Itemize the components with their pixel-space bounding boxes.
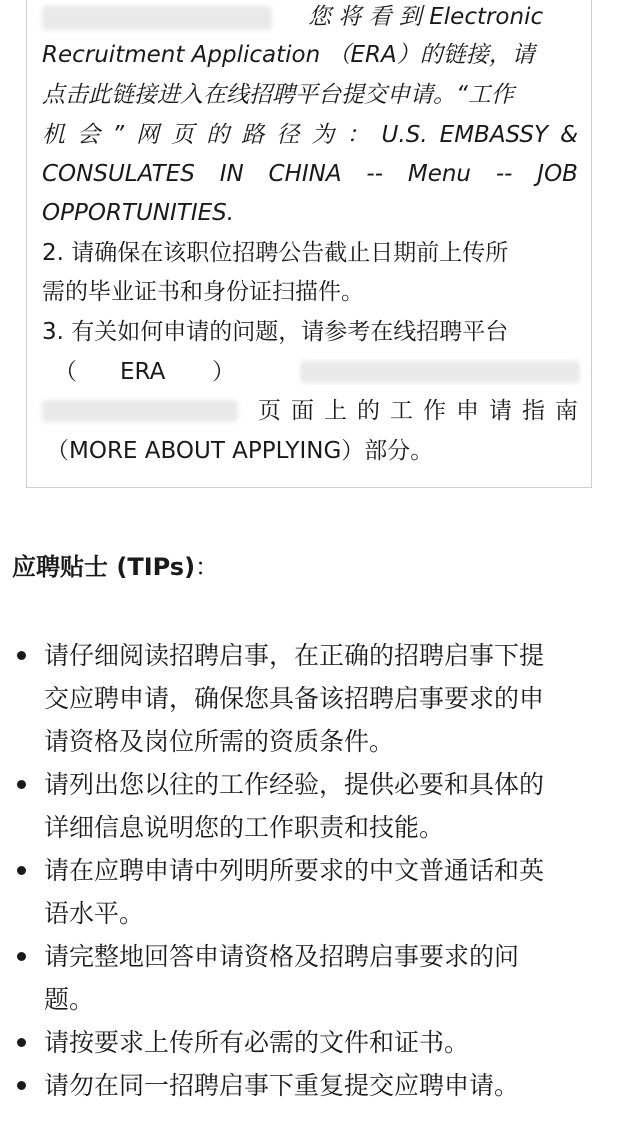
tip-line: 请仔细阅读招聘启事，在正确的招聘启事下提	[44, 641, 545, 670]
bullet-icon	[17, 1081, 26, 1090]
notice-line-4-word: U.S.	[381, 122, 428, 148]
tip-line: 交应聘申请，确保您具备该招聘启事要求的申	[44, 684, 545, 713]
guide-text-word: 申	[456, 398, 479, 424]
notice-line-5-word: --	[366, 161, 384, 187]
era-open-paren: （	[54, 359, 77, 385]
notice-line-4-word: &	[560, 122, 578, 148]
notice-line-4-word: 为	[311, 122, 335, 148]
guide-text-word: 面	[291, 398, 314, 424]
notice-line-5-word: --	[495, 161, 513, 187]
notice-line-5-word: JOB	[537, 161, 578, 187]
redacted-url	[300, 361, 580, 383]
notice-line-5-word: CHINA	[268, 161, 342, 187]
guide-text-word: 上	[324, 398, 347, 424]
bullet-icon	[17, 651, 26, 660]
notice-line-4-word: 的	[206, 122, 230, 148]
bullet-icon	[17, 1038, 26, 1047]
notice-line-4	[42, 120, 578, 150]
notice-line-6: OPPORTUNITIES.	[42, 200, 235, 226]
bullet-icon	[17, 780, 26, 789]
tip-line: 请资格及岗位所需的资质条件。	[44, 727, 395, 756]
item1-text-part1: 您 将 看 到 Electronic	[308, 4, 544, 30]
tips-heading	[12, 551, 219, 583]
notice-line-3: 点击此链接进入在线招聘平台提交申请。“工作	[42, 82, 514, 108]
notice-line-5-word: Menu	[407, 161, 472, 187]
guide-text-word: 南	[555, 398, 578, 424]
tips-heading-colon: ：	[195, 553, 220, 581]
notice-line-2: Recruitment Application （ERA）的链接，请	[42, 42, 535, 68]
era-close-paren: ）	[212, 359, 235, 385]
notice-line-4-word: 页	[171, 122, 195, 148]
notice-item-3-line-1: 3. 有关如何申请的问题，请参考在线招聘平台	[42, 319, 509, 345]
tip-line: 请在应聘申请中列明所要求的中文普通话和英	[44, 856, 545, 885]
tip-line: 请按要求上传所有必需的文件和证书。	[44, 1028, 470, 1057]
notice-line-4-word: 径	[276, 122, 300, 148]
tips-heading-text: 应聘贴士 (TIPs)	[12, 553, 196, 581]
notice-item-3-line-4: （MORE ABOUT APPLYING）部分。	[46, 438, 434, 464]
notice-line-4-word: 网	[136, 122, 160, 148]
notice-line-4-word: 机	[42, 122, 65, 148]
bullet-icon	[17, 952, 26, 961]
guide-text-word: 指	[522, 398, 545, 424]
notice-line-5-word: IN	[219, 161, 244, 187]
notice-line-4-word: EMBASSY	[439, 122, 548, 148]
tip-line: 请完整地回答申请资格及招聘启事要求的问	[44, 942, 520, 971]
notice-item-2-line-1: 2. 请确保在该职位招聘公告截止日期前上传所	[42, 240, 509, 266]
notice-line-5	[42, 159, 578, 189]
guide-text	[258, 396, 578, 426]
notice-line-4-word: ：	[346, 122, 370, 148]
tip-line: 语水平。	[44, 899, 145, 928]
notice-line-4-word: ”	[112, 122, 125, 148]
notice-line-4-word: 会	[77, 122, 101, 148]
tip-line: 请勿在同一招聘启事下重复提交应聘申请。	[44, 1071, 520, 1100]
guide-text-word: 请	[489, 398, 512, 424]
tip-line: 详细信息说明您的工作职责和技能。	[44, 813, 445, 842]
era-label: ERA	[120, 359, 166, 385]
notice-line-1	[42, 2, 578, 32]
tip-line: 请列出您以往的工作经验，提供必要和具体的	[44, 770, 545, 799]
bullet-icon	[17, 866, 26, 875]
guide-text-word: 作	[423, 398, 446, 424]
redacted-url	[42, 6, 272, 30]
guide-text-word: 页	[258, 398, 281, 424]
tip-line: 题。	[44, 985, 95, 1014]
notice-item-2-line-2: 需的毕业证书和身份证扫描件。	[42, 279, 364, 305]
notice-line-4-word: 路	[241, 122, 265, 148]
guide-text-word: 工	[390, 398, 413, 424]
notice-line-5-word: CONSULATES	[42, 161, 195, 187]
guide-text-word: 的	[357, 398, 380, 424]
redacted-url	[42, 400, 238, 422]
